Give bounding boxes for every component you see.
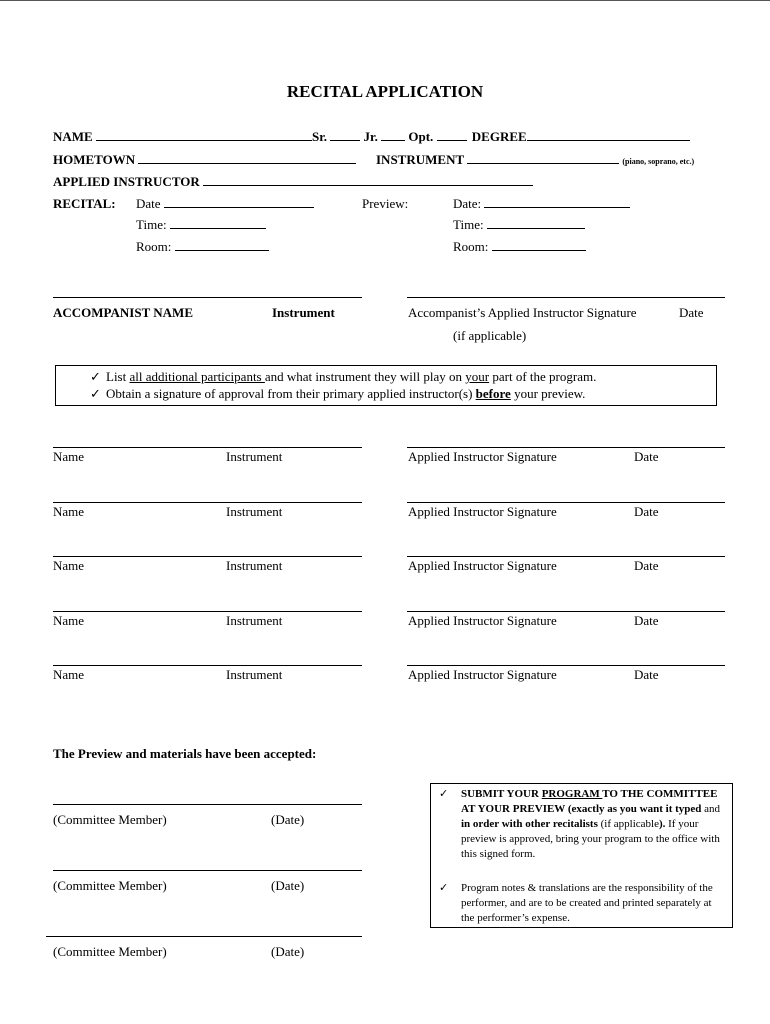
hometown-field[interactable] [138, 152, 356, 164]
preview-time-label: Time: [453, 217, 484, 232]
participant-signature-line[interactable] [407, 502, 725, 503]
committee-date-label: (Date) [271, 944, 305, 959]
participant-date-label: Date [634, 558, 659, 573]
opt-label: Opt. [408, 129, 434, 144]
accompanist-signature-label: Accompanist’s Applied Instructor Signature [408, 305, 637, 320]
preview-date-row [453, 196, 630, 212]
participant-instrument-label: Instrument [226, 504, 283, 519]
committee-date-label: (Date) [271, 878, 305, 893]
instruction-item-signature: ✓ Obtain a signature of approval from their primary applied instructor(s) before your preview. [90, 386, 586, 401]
participant-name-line[interactable] [53, 447, 362, 448]
preview-date-label: Date: [453, 196, 482, 211]
checkmark-icon: ✓ [439, 788, 449, 800]
submit-program-notice: SUBMIT YOUR PROGRAM TO THE COMMITTEE AT YOUR PREVIEW (exactly as you want it typed and in order with other recitalists (if applicable). If your preview is approved, bring your program to the office with this signed form. [461, 788, 721, 860]
preview-room-label: Room: [453, 239, 489, 254]
jr-label: Jr. [363, 129, 378, 144]
accompanist-name-line[interactable] [53, 297, 362, 298]
participant-signature-line[interactable] [407, 665, 725, 666]
preview-label: Preview: [362, 196, 409, 211]
accompanist-name-label: ACCOMPANIST NAME [53, 305, 193, 320]
participant-name-line[interactable] [53, 502, 362, 503]
instrument-row [376, 152, 694, 168]
participant-signature-label: Applied Instructor Signature [408, 613, 557, 628]
recital-room-row [136, 239, 269, 255]
name-label: NAME [53, 129, 93, 144]
participant-name-line[interactable] [53, 611, 362, 612]
instrument-field[interactable] [467, 152, 619, 164]
recital-time-row [136, 217, 266, 233]
preview-accepted-heading: The Preview and materials have been accepted: [53, 746, 317, 761]
preview-room-field[interactable] [492, 239, 586, 251]
participant-name-label: Name [53, 667, 85, 682]
recital-date-field[interactable] [164, 196, 314, 208]
committee-member-label: (Committee Member) [53, 878, 167, 893]
applied-instructor-field[interactable] [203, 174, 533, 186]
committee-signature-line[interactable] [53, 870, 362, 871]
instructions-box [55, 365, 717, 406]
preview-time-row [453, 217, 585, 233]
program-notes-notice: Program notes & translations are the responsibility of the performer, and are to be created and printed separately at the performer’s expense. [461, 882, 713, 924]
program-notice-box [430, 783, 733, 928]
instrument-label: INSTRUMENT [376, 152, 464, 167]
participant-name-line[interactable] [53, 556, 362, 557]
recital-time-field[interactable] [170, 217, 266, 229]
checkmark-icon: ✓ [90, 386, 101, 401]
preview-time-field[interactable] [487, 217, 585, 229]
committee-signature-line[interactable] [46, 936, 362, 937]
participant-name-label: Name [53, 449, 85, 464]
hometown-row [53, 152, 356, 168]
committee-signature-line[interactable] [53, 804, 362, 805]
opt-field[interactable] [437, 129, 467, 141]
preview-date-field[interactable] [484, 196, 630, 208]
participant-signature-line[interactable] [407, 447, 725, 448]
recital-date-row [136, 196, 314, 212]
participant-name-label: Name [53, 613, 85, 628]
sr-label: Sr. [311, 129, 328, 144]
participant-name-line[interactable] [53, 665, 362, 666]
participant-date-label: Date [634, 667, 659, 682]
top-border [0, 0, 770, 1]
participant-signature-label: Applied Instructor Signature [408, 667, 557, 682]
instrument-hint: (piano, soprano, etc.) [622, 157, 695, 166]
participant-signature-label: Applied Instructor Signature [408, 504, 557, 519]
participant-name-label: Name [53, 558, 85, 573]
participant-signature-label: Applied Instructor Signature [408, 449, 557, 464]
participant-signature-line[interactable] [407, 556, 725, 557]
accompanist-date-label: Date [679, 305, 704, 320]
accompanist-if-applicable: (if applicable) [453, 328, 527, 343]
jr-field[interactable] [381, 129, 405, 141]
checkmark-icon: ✓ [90, 369, 101, 384]
degree-field[interactable] [527, 129, 690, 141]
participant-date-label: Date [634, 449, 659, 464]
degree-label: DEGREE [471, 129, 527, 144]
name-row [53, 129, 690, 145]
participant-signature-line[interactable] [407, 611, 725, 612]
applied-instructor-row [53, 174, 533, 190]
instruction-item-participants: ✓ List all additional participants and what instrument they will play on your part of the program. [90, 369, 597, 384]
recital-room-label: Room: [136, 239, 172, 254]
preview-room-row [453, 239, 586, 255]
checkmark-icon: ✓ [439, 882, 449, 894]
accompanist-signature-line[interactable] [407, 297, 725, 298]
participant-signature-label: Applied Instructor Signature [408, 558, 557, 573]
recital-date-label: Date [136, 196, 161, 211]
committee-date-label: (Date) [271, 812, 305, 827]
committee-member-label: (Committee Member) [53, 944, 167, 959]
committee-member-label: (Committee Member) [53, 812, 167, 827]
recital-time-label: Time: [136, 217, 167, 232]
recital-label: RECITAL: [53, 196, 116, 211]
accompanist-instrument-label: Instrument [272, 305, 335, 320]
hometown-label: HOMETOWN [53, 152, 136, 167]
participant-date-label: Date [634, 504, 659, 519]
participant-instrument-label: Instrument [226, 667, 283, 682]
participant-instrument-label: Instrument [226, 558, 283, 573]
sr-field[interactable] [330, 129, 360, 141]
applied-instructor-label: APPLIED INSTRUCTOR [53, 174, 200, 189]
participant-instrument-label: Instrument [226, 449, 283, 464]
participant-instrument-label: Instrument [226, 613, 283, 628]
participant-date-label: Date [634, 613, 659, 628]
participant-name-label: Name [53, 504, 85, 519]
recital-room-field[interactable] [175, 239, 269, 251]
page-title: RECITAL APPLICATION [286, 82, 484, 101]
name-field[interactable] [96, 129, 312, 141]
